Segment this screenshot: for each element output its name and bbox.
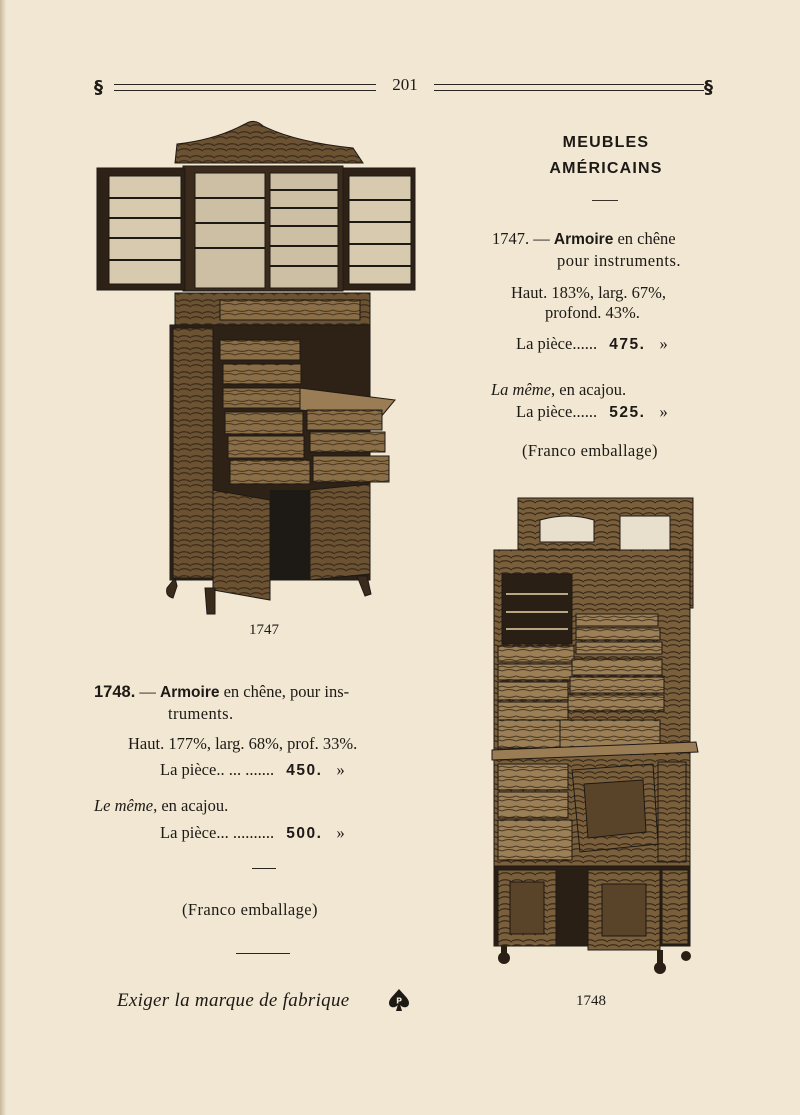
item-1748-dims: Haut. 177%, larg. 68%, prof. 33%. <box>128 734 358 753</box>
item-1748-number: 1748. <box>94 683 136 701</box>
item-1748-alt-price-line <box>160 823 345 843</box>
item-1747-alt-price: 525. <box>609 404 646 421</box>
section-title-line2: AMÉRICAINS <box>549 160 663 177</box>
item-1748-shipping: (Franco emballage) <box>182 900 318 919</box>
section-title-line1: MEUBLES <box>562 134 650 151</box>
separator-rule-1 <box>252 868 276 869</box>
item-1748-alt-line <box>94 796 228 816</box>
separator-rule-2 <box>236 953 290 954</box>
item-1748-alt-price-label: La pièce... .......... <box>160 823 275 842</box>
item-1748-name: Armoire <box>160 684 220 701</box>
svg-text:P: P <box>396 996 402 1006</box>
item-1747-dims1: Haut. 183%, larg. 67%, <box>511 283 667 302</box>
item-1748-dash: — <box>139 682 156 701</box>
cabinet-1748-illustration <box>488 494 700 990</box>
item-1747-alt-price-suffix: » <box>659 402 668 421</box>
item-1748-price-label: La pièce.. ... ....... <box>160 760 275 779</box>
item-1747-alt-desc: , en acajou. <box>551 380 627 399</box>
footer-trademark-note: Exiger la marque de fabrique <box>117 990 350 1011</box>
item-1747-alt-price-label: La pièce...... <box>516 402 598 421</box>
item-1747-line1 <box>492 229 676 249</box>
spade-logo-icon <box>387 988 411 1012</box>
item-1748-price: 450. <box>286 762 323 779</box>
item-1748-alt-label: Le même <box>94 796 154 815</box>
page-number: 201 <box>392 75 418 94</box>
item-1747-number: 1747. <box>492 229 530 248</box>
item-1748-line1 <box>94 682 349 702</box>
item-1748-desc1: en chêne, pour ins- <box>223 682 350 701</box>
item-1748-alt-desc: , en acajou. <box>153 796 229 815</box>
item-1747-desc1: en chêne <box>617 229 676 248</box>
item-1747-price-suffix: » <box>659 334 668 353</box>
item-1747-name: Armoire <box>553 231 614 248</box>
item-1747-price: 475. <box>609 336 646 353</box>
page-edge <box>0 0 6 1115</box>
item-1748-price-line <box>160 760 345 780</box>
cabinet-1747-illustration <box>95 118 417 616</box>
item-1747-desc2: pour instruments. <box>557 251 681 270</box>
item-1747-price-line <box>516 334 668 354</box>
caption-1748: 1748 <box>576 993 606 1009</box>
item-1747-alt-line <box>491 380 626 400</box>
right-ornament-icon: § <box>704 77 713 98</box>
item-1748-alt-price-suffix: » <box>336 823 345 842</box>
header-rule-left <box>114 84 376 91</box>
item-1747-shipping: (Franco emballage) <box>522 441 658 460</box>
left-ornament-icon: § <box>94 77 103 98</box>
item-1748-alt-price: 500. <box>286 825 323 842</box>
item-1748-price-suffix: » <box>336 760 345 779</box>
item-1747-alt-price-line <box>516 402 668 422</box>
item-1747-alt-label: La même <box>491 380 552 399</box>
caption-1747: 1747 <box>249 622 279 638</box>
title-dash <box>592 200 618 201</box>
item-1747-dims2: profond. 43%. <box>545 303 640 322</box>
item-1747-dash: — <box>533 229 550 248</box>
header-rule-right <box>434 84 704 91</box>
item-1748-desc2: truments. <box>168 704 234 723</box>
item-1747-price-label: La pièce...... <box>516 334 598 353</box>
